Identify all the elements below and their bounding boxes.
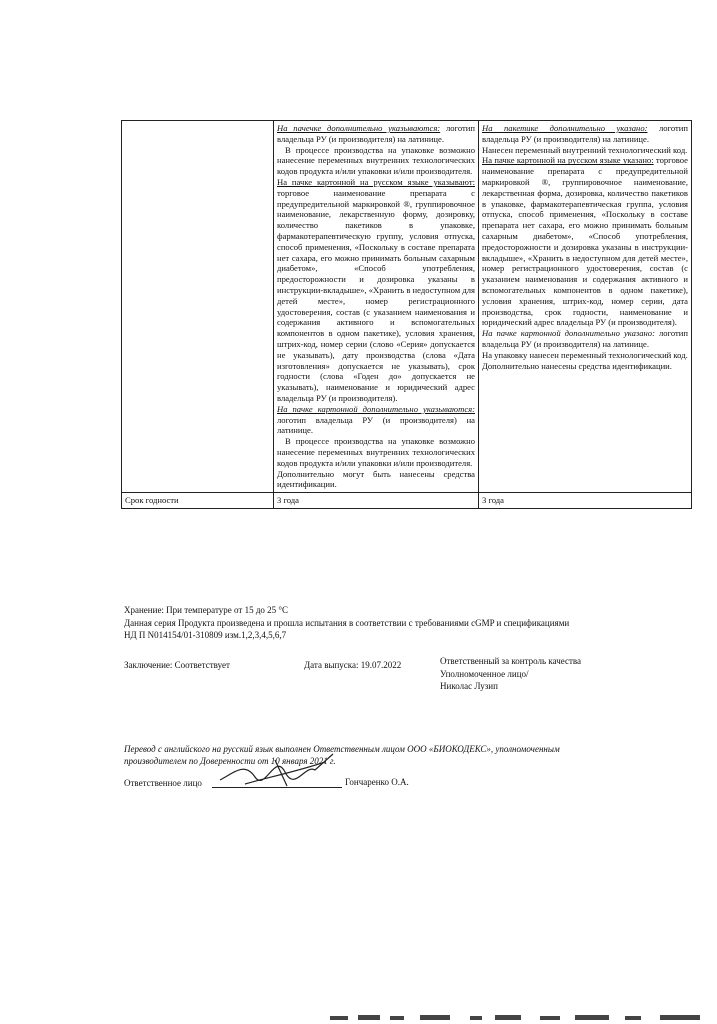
table-cell-result xyxy=(479,121,692,493)
cell-paragraph xyxy=(277,145,475,177)
cell-paragraph xyxy=(277,469,475,491)
cell-paragraph xyxy=(482,328,688,350)
cell-paragraph xyxy=(482,155,688,328)
cell-text: На упаковку нанесен переменный технологический код. xyxy=(482,349,688,360)
cell-paragraph xyxy=(277,123,475,145)
cell-paragraph xyxy=(482,145,688,156)
table-cell-empty xyxy=(122,121,274,493)
scan-artifact xyxy=(330,1010,710,1024)
responsible-name: Гончаренко О.А. xyxy=(345,777,409,787)
cell-text: торговое наименование препарата с предупредительной маркировкой ®, группировочное наименование, лекарственную форму, дозировку, количество пакетиков в упаковке, фармакотерапевтическую группу, условия отпуска, способ применения, «Поскольку в составе препарата нет сахара, его можно принимать больным сахарным диабетом», «Способ употребления, предосторожности и дозировка указаны в инструкции-вкладыше», «Хранить в недоступном для детей месте», номер регистрационного удостоверения, состав (с указанием наименования и содержания активного и вспомогательных компонентов в одном пакетике), условия хранения, штрих-код, номер серии (слово «Серия» допускается не указывать), дату производства (слова «Дата изготовления» допускается не указывать), срок годности (слова «Годен до» допускается не указывать), наименование и юридический адрес владельца РУ (и производителя). xyxy=(277,187,476,403)
qa-line-2: Уполномоченное лицо/ xyxy=(440,668,529,679)
shelf-life-result: 3 года xyxy=(479,493,692,509)
cell-text: Дополнительно могут быть нанесены средства идентификации. xyxy=(277,468,475,490)
cell-text: логотип владельца РУ (и производителя) на латинице. xyxy=(277,123,475,144)
cell-paragraph xyxy=(277,404,475,436)
cell-text: логотип владельца РУ (и производителя) на латинице. xyxy=(482,328,688,349)
storage-line: Хранение: При температуре от 15 до 25 °С xyxy=(124,605,288,615)
cell-text: логотип владельца РУ (и производителя) на латинице. xyxy=(482,123,688,144)
series-statement: Данная серия Продукта произведена и прошла испытания в соответствии с требованиями cGMP и спецификациями xyxy=(124,618,570,628)
cell-text: На пачке картонной дополнительно указываются: xyxy=(277,403,475,414)
cell-paragraph xyxy=(277,177,475,404)
translation-note: Перевод с английского на русский язык выполнен Ответственным лицом ООО «БИОКОДЕКС», уполномоченным производителем по Доверенности от 10 января 2021 г. xyxy=(124,744,560,766)
cell-text: В процессе производства на упаковке возможно нанесение переменных внутренних технологических кодов продукта и/или упаковки и/или производителя. xyxy=(277,436,475,468)
cell-text: логотип владельца РУ (и производителя) на латинице. xyxy=(277,414,475,436)
normative-document-line: НД П N014154/01-310809 изм.1,2,3,4,5,6,7 xyxy=(124,630,287,640)
qa-line-1: Ответственный за контроль качества xyxy=(440,656,582,666)
cell-text: торговое наименование препарата с предупредительной маркировкой ®, группировочное наименование, лекарственная форма, дозировка, количество пакетиков в упаковке, фармакотерапевтическая группа, условия отпуска, способ применения, «Поскольку в составе препарата нет сахара, его можно принимать больным сахарным диабетом», «Способ употребления, предосторожности и дозировка указаны в инструкции-вкладыше», «Хранить в недоступном для детей месте», номер регистрационного удостоверения, состав (с указанием наименования и содержания активного и вспомогательных компонентов в одном пакетике), условия хранения, штрих-код, номер серии, дата производства, срок годности, наименование и юридический адрес владельца РУ (и производителя). xyxy=(482,155,688,328)
cell-text: На пачке картонной дополнительно указано: xyxy=(482,328,655,339)
table-row-shelf-life xyxy=(122,493,692,509)
handwritten-signature xyxy=(215,742,345,792)
responsible-label: Ответственное лицо xyxy=(124,778,202,788)
shelf-life-label: Срок годности xyxy=(122,493,274,509)
cell-text: Нанесен переменный внутренний технологический код. xyxy=(482,144,688,155)
cell-text: На пачечке дополнительно указываются: xyxy=(277,123,441,133)
cell-text: На пакетике дополнительно указано: xyxy=(482,123,648,133)
cell-paragraph xyxy=(277,436,475,468)
conclusion: Заключение: Соответствует xyxy=(124,660,230,670)
cell-text: На пачке картонной на русском языке указывают: xyxy=(277,176,475,187)
cell-text: На пачке картонной на русском языке указано: xyxy=(482,155,654,166)
cell-paragraph xyxy=(482,350,688,361)
release-date: Дата выпуска: 19.07.2022 xyxy=(304,660,402,670)
cell-paragraph xyxy=(482,361,688,372)
qa-block xyxy=(440,655,581,693)
qa-line-3: Николас Лузип xyxy=(440,681,498,691)
shelf-life-spec: 3 года xyxy=(274,493,479,509)
table-cell-specification xyxy=(274,121,479,493)
cell-paragraph xyxy=(482,123,688,145)
cell-text: Дополнительно нанесены средства идентификации. xyxy=(482,360,672,371)
specification-table xyxy=(121,120,692,509)
cell-text: В процессе производства на упаковке возможно нанесение переменных внутренних технологических кодов продукта и/или упаковки и/или производителя. xyxy=(277,144,475,177)
table-row xyxy=(122,121,692,493)
